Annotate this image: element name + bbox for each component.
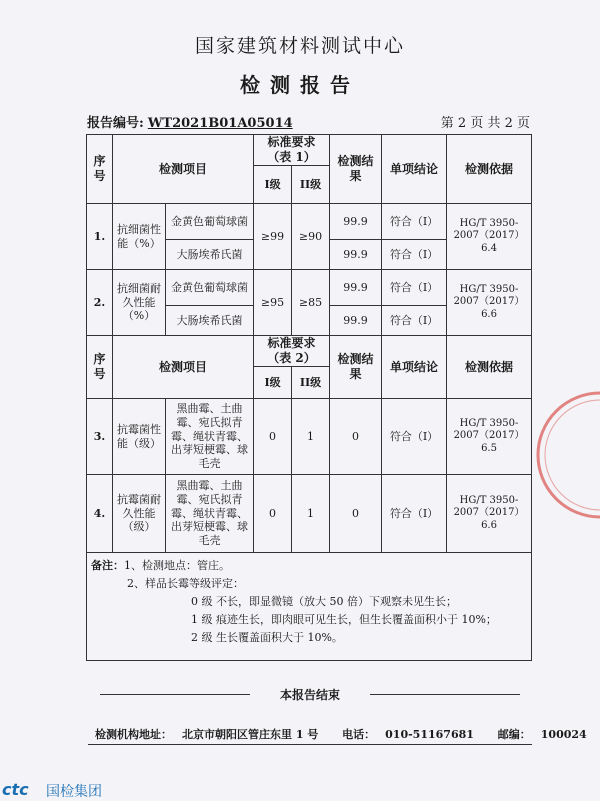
result-header: 检测结果: [330, 135, 382, 204]
row-result: 99.9: [330, 240, 382, 270]
note-line-3: 0 级 不长，即显微镜（放大 50 倍）下观察未见生长；: [191, 595, 457, 608]
row-result: 99.9: [330, 204, 382, 240]
footer-contact: [95, 726, 600, 742]
row-item: 抗细菌耐久性能（%）: [113, 270, 166, 336]
row-result: 99.9: [330, 270, 382, 306]
row-organism: 金黄色葡萄球菌: [166, 204, 254, 240]
official-seal-icon: [528, 380, 600, 530]
row-seq: 3.: [87, 399, 113, 475]
result-header: 检测结果: [330, 336, 382, 399]
basis-header: 检测依据: [447, 135, 532, 204]
table-row: [87, 475, 532, 553]
row-grade2: 1: [292, 475, 330, 553]
note-line-1: 1、检测地点：管庄。: [124, 559, 230, 572]
row-grade2: ≥90: [292, 204, 330, 270]
seq-header: 序号: [87, 336, 113, 399]
row-organism: 大肠埃希氏菌: [166, 240, 254, 270]
table2-header-row: [87, 336, 532, 367]
row-seq: 4.: [87, 475, 113, 553]
standard-header: 标准要求 （表 2）: [254, 336, 330, 367]
row-result: 0: [330, 475, 382, 553]
footer-divider: [88, 744, 532, 745]
row-basis: HG/T 3950-2007（2017）6.6: [447, 270, 532, 336]
note-line-2: 2、样品长霉等级评定：: [127, 577, 244, 590]
row-seq: 1.: [87, 204, 113, 270]
row-conclusion: 符合（I）: [382, 475, 447, 553]
report-title: 检测报告: [240, 73, 360, 97]
report-number-value: WT2021B01A05014: [147, 116, 293, 131]
table-row: [87, 270, 532, 306]
row-result: 0: [330, 399, 382, 475]
row-basis: HG/T 3950-2007（2017）6.5: [447, 399, 532, 475]
row-organism: 黑曲霉、土曲霉、宛氏拟青霉、绳状青霉、出芽短梗霉、球毛壳: [166, 399, 254, 475]
report-table: [86, 134, 532, 661]
grade2-header: II级: [292, 166, 330, 204]
organization-title: 国家建筑材料测试中心: [194, 35, 405, 57]
row-item: 抗细菌性能（%）: [113, 204, 166, 270]
ctc-logo-icon: ctc: [2, 780, 29, 799]
row-organism: 金黄色葡萄球菌: [166, 270, 254, 306]
row-grade2: 1: [292, 399, 330, 475]
row-conclusion: 符合（I）: [382, 204, 447, 240]
grade2-header: II级: [292, 367, 330, 399]
report-end-text: 本报告结束: [279, 688, 340, 702]
grade1-header: I级: [254, 166, 292, 204]
row-seq: 2.: [87, 270, 113, 336]
conclusion-header: 单项结论: [382, 135, 447, 204]
row-conclusion: 符合（I）: [382, 306, 447, 336]
row-item: 抗霉菌耐久性能（级）: [113, 475, 166, 553]
row-organism: 黑曲霉、土曲霉、宛氏拟青霉、绳状青霉、出芽短梗霉、球毛壳: [166, 475, 254, 553]
phone: 电话： 010-51167681: [342, 728, 474, 741]
row-grade1: ≥95: [254, 270, 292, 336]
basis-header: 检测依据: [447, 336, 532, 399]
row-grade1: 0: [254, 399, 292, 475]
item-header: 检测项目: [113, 135, 254, 204]
row-conclusion: 符合（I）: [382, 240, 447, 270]
row-basis: HG/T 3950-2007（2017）6.6: [447, 475, 532, 553]
row-grade1: 0: [254, 475, 292, 553]
item-header: 检测项目: [113, 336, 254, 399]
row-grade1: ≥99: [254, 204, 292, 270]
row-conclusion: 符合（I）: [382, 399, 447, 475]
row-basis: HG/T 3950-2007（2017）6.4: [447, 204, 532, 270]
report-number-label: 报告编号:: [87, 116, 144, 131]
postcode: 邮编： 100024: [497, 728, 587, 741]
grade1-header: I级: [254, 367, 292, 399]
seq-header: 序号: [87, 135, 113, 204]
notes-cell: [87, 553, 532, 661]
notes-row: [87, 553, 532, 661]
note-line-5: 2 级 生长覆盖面积大于 10%。: [191, 631, 343, 644]
brand-logo: [0, 776, 160, 800]
row-grade2: ≥85: [292, 270, 330, 336]
report-end-marker: [100, 686, 520, 703]
notes-label: 备注：: [91, 559, 124, 572]
page-info: 第 2 页 共 2 页: [440, 116, 530, 131]
table-row: [87, 204, 532, 240]
table1-header-row: [87, 135, 532, 166]
row-item: 抗霉菌性能（级）: [113, 399, 166, 475]
row-organism: 大肠埃希氏菌: [166, 306, 254, 336]
brand-name: 国检集团: [46, 784, 102, 800]
row-result: 99.9: [330, 306, 382, 336]
row-conclusion: 符合（I）: [382, 270, 447, 306]
address: 检测机构地址： 北京市朝阳区管庄东里 1 号: [95, 728, 319, 741]
conclusion-header: 单项结论: [382, 336, 447, 399]
report-number: [87, 112, 293, 131]
standard-header: 标准要求 （表 1）: [254, 135, 330, 166]
table-row: [87, 399, 532, 475]
note-line-4: 1 级 痕迹生长，即肉眼可见生长，但生长覆盖面积小于 10%；: [191, 613, 497, 626]
